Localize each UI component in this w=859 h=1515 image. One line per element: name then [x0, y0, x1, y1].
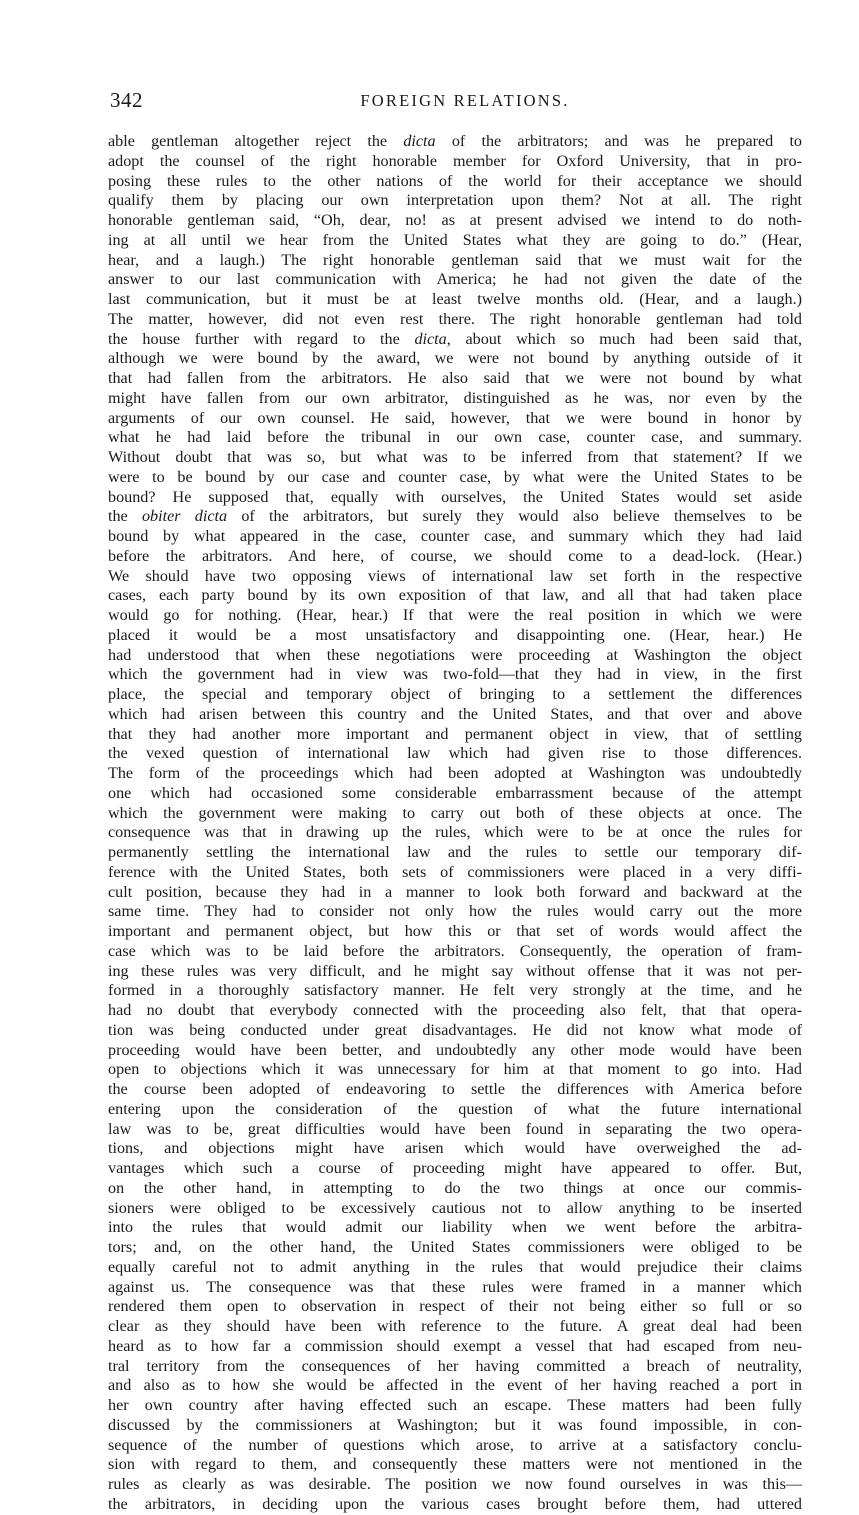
text-line: Without doubt that was so, but what was to be inferred from that statement? If we — [108, 449, 802, 466]
text-line: sion with regard to them, and consequently these matters were not mentioned in the — [108, 1456, 802, 1474]
text-line: tion was being conducted under great disadvantages. He did not know what mode of — [108, 1021, 802, 1039]
text-line: place, the special and temporary object of bringing to a settlement the differences — [108, 686, 802, 703]
text-line: The form of the proceedings which had been adopted at Washington was undoubtedly — [108, 765, 802, 782]
text-line: one which had occasioned some considerable embarrassment because of the attempt — [108, 784, 802, 802]
text-line: consequence was that in drawing up the rules, which were to be at once the rules for — [108, 824, 802, 842]
text-line: although we were bound by the award, we were not bound by anything outside of it — [108, 350, 802, 368]
text-line: answer to our last communication with America; he had not given the date of the — [108, 271, 802, 289]
text-line: entering upon the consideration of the question of what the future international — [108, 1100, 802, 1118]
text-line: sioners were obliged to be excessively cautious not to allow anything to be inserted — [108, 1199, 802, 1217]
text-line: bound by what appeared in the case, counter case, and summary which they had laid — [108, 528, 802, 545]
text-line: law was to be, great difficulties would have been found in separating the two opera- — [108, 1120, 802, 1138]
text-line: on the other hand, in attempting to do the two things at once our commis- — [108, 1179, 802, 1197]
body-text — [108, 132, 803, 1513]
text-line: ing these rules was very difficult, and he might say without offense that it was not per- — [108, 962, 802, 980]
text-line: The matter, however, did not even rest there. The right honorable gentleman had told — [108, 310, 802, 328]
text-line: ing at all until we hear from the United States what they are going to do.” (Hear, — [108, 231, 802, 249]
text-line: the course been adopted of endeavoring to settle the differences with America before — [108, 1081, 802, 1098]
text-line: tors; and, on the other hand, the United States commissioners were obliged to be — [108, 1239, 802, 1256]
text-line: arguments of our own counsel. He said, however, that we were bound in honor by — [108, 409, 802, 427]
text-line: important and permanent object, but how this or that set of words would affect the — [108, 923, 802, 940]
text-line: hear, and a laugh.) The right honorable gentleman said that we must wait for the — [108, 251, 802, 269]
text-line: case which was to be laid before the arbitrators. Consequently, the operation of fram- — [108, 942, 802, 960]
text-line: would go for nothing. (Hear, hear.) If that were the real position in which we were — [108, 607, 802, 624]
text-line: posing these rules to the other nations of the world for their acceptance we should — [108, 172, 802, 190]
text-line: formed in a thoroughly satisfactory manner. He felt very strongly at the time, and he — [108, 982, 802, 1000]
text-line: last communication, but it must be at least twelve months old. (Hear, and a laugh.) — [108, 291, 802, 308]
text-line: We should have two opposing views of international law set forth in the respective — [108, 567, 802, 585]
text-line: tral territory from the consequences of her having committed a breach of neutrality, — [108, 1357, 802, 1375]
page-number: 342 — [110, 88, 143, 112]
text-line: open to objections which it was unnecessary for him at that moment to go into. Had — [108, 1061, 802, 1079]
text-line: qualify them by placing our own interpretation upon them? Not at all. The right — [108, 192, 802, 210]
text-line: equally careful not to admit anything in the rules that would prejudice their claims — [108, 1258, 802, 1276]
text-line: cases, each party bound by its own exposition of that law, and all that had taken place — [108, 587, 802, 605]
text-line: bound? He supposed that, equally with ourselves, the United States would set aside — [108, 488, 802, 506]
text-line: discussed by the commissioners at Washington; but it was found impossible, in con- — [108, 1416, 802, 1434]
text-line: rendered them open to observation in respect of their not being either so full or so — [108, 1298, 802, 1316]
text-line: against us. The consequence was that these rules were framed in a manner which — [108, 1278, 802, 1296]
text-line: might have fallen from our own arbitrator, distinguished as he was, nor even by the — [108, 389, 802, 407]
text-line: her own country after having effected such an escape. These matters had been fully — [108, 1397, 802, 1414]
text-line: clear as they should have been with reference to the future. A great deal had been — [108, 1318, 802, 1335]
text-line: cult position, because they had in a manner to look both forward and backward at the — [108, 883, 802, 901]
text-line: heard as to how far a commission should exempt a vessel that had escaped from neu- — [108, 1337, 802, 1355]
text-line: tions, and objections might have arisen which would have overweighed the ad- — [108, 1140, 802, 1158]
text-line: ference with the United States, both sets of commissioners were placed in a very diffi- — [108, 863, 802, 881]
text-line: what he had laid before the tribunal in our own case, counter case, and summary. — [108, 429, 802, 447]
text-line: were to be bound by our case and counter case, by what were the United States to be — [108, 468, 802, 486]
text-line: adopt the counsel of the right honorable member for Oxford University, that in pro- — [108, 152, 802, 170]
running-head — [110, 86, 800, 114]
text-line: permanently settling the international law and the rules to settle our temporary dif- — [108, 844, 802, 861]
text-line: that they had another more important and permanent object in view, that of settling — [108, 725, 802, 743]
text-line: sequence of the number of questions which arose, to arrive at a satisfactory conclu- — [108, 1436, 802, 1454]
text-line: same time. They had to consider not only how the rules would carry out the more — [108, 903, 802, 921]
text-line: had no doubt that everybody connected with the proceeding also felt, that that opera- — [108, 1002, 802, 1019]
text-line: into the rules that would admit our liability when we went before the arbitra- — [108, 1219, 802, 1237]
text-line: the vexed question of international law which had given rise to those differences. — [108, 745, 802, 763]
text-line: before the arbitrators. And here, of course, we should come to a dead-lock. (Hear.) — [108, 547, 802, 565]
text-line: and also as to how she would be affected in the event of her having reached a port in — [108, 1377, 802, 1395]
text-line: proceeding would have been better, and undoubtedly any other mode would have been — [108, 1041, 802, 1059]
text-line: honorable gentleman said, “Oh, dear, no! as at present advised we intend to do noth- — [108, 212, 802, 229]
text-line: which the government were making to carry out both of these objects at once. The — [108, 804, 802, 822]
text-line: which the government had in view was two-fold—that they had in view, in the first — [108, 666, 802, 684]
text-line: that had fallen from the arbitrators. He also said that we were not bound by what — [108, 370, 802, 387]
text-line: had understood that when these negotiations were proceeding at Washington the object — [108, 646, 802, 664]
text-line: the obiter dicta of the arbitrators, but surely they would also believe themselves to be — [108, 508, 802, 526]
text-line: rules as clearly as was desirable. The position we now found ourselves in was this— — [108, 1476, 802, 1493]
text-line: the arbitrators, in deciding upon the various cases brought before them, had uttered — [108, 1495, 802, 1513]
text-line: the house further with regard to the dicta, about which so much had been said that, — [108, 330, 803, 348]
text-line: vantages which such a course of proceeding might have appeared to offer. But, — [108, 1160, 802, 1177]
text-line: placed it would be a most unsatisfactory and disappointing one. (Hear, hear.) He — [108, 626, 802, 644]
text-line: able gentleman altogether reject the dicta of the arbitrators; and was he prepared to — [108, 133, 802, 150]
text-line: which had arisen between this country and the United States, and that over and above — [108, 705, 802, 723]
running-title: FOREIGN RELATIONS. — [360, 91, 570, 110]
